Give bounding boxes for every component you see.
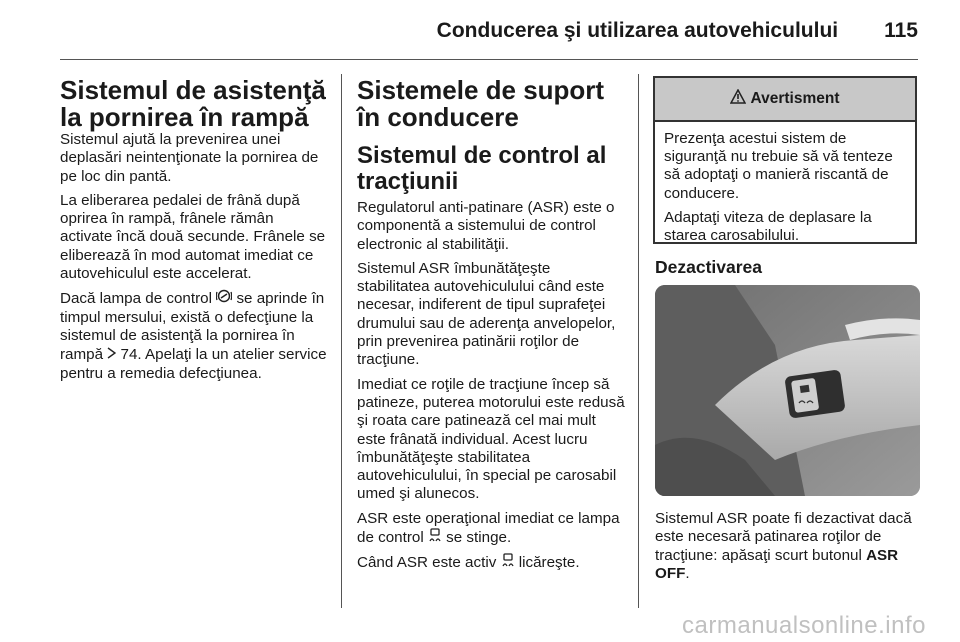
left-column: [60, 77, 330, 383]
traction-paragraph-2: Sistemul ASR îmbunătăţeşte stabilitatea autovehiculului când este necesar, indiferent de tipul suprafeţei drumului sau de aderenţa anvelopelor, prin prevenirea patinării roţilor de tracţiune.: [357, 259, 616, 369]
warning-triangle-icon: [730, 89, 746, 109]
warning-paragraph-2: Adaptaţi viteza de deplasare la starea carosabilului.: [664, 208, 872, 245]
traction-paragraph-5: Când ASR este activ licăreşte.: [357, 554, 580, 572]
header-rule: [60, 59, 918, 60]
hill-start-heading: Sistemul de asistenţă la pornirea în rampă: [60, 75, 326, 132]
middle-column: [357, 77, 627, 573]
hill-start-paragraph-1: Sistemul ajută la prevenirea unei deplasări neintenţionate la pornirea de pe loc din pantă.: [60, 131, 319, 185]
warning-paragraph-1: Prezenţa acestui sistem de siguranţă nu trebuie să vă tenteze să adoptaţi o manieră riscantă de conducere.: [664, 130, 893, 202]
page-header-title: Conducerea şi utilizarea autovehiculului: [436, 19, 839, 42]
hill-start-paragraph-3: Dacă lampa de control se aprinde în timpul mersului, există o defecţiune la sistemul de asistenţă la pornirea în rampă 74. Apelaţi la un atelier service pentru a remedia defecţiunea.: [60, 290, 327, 382]
traction-paragraph-3: Imediat ce roţile de tracţiune încep să patineze, puterea motorului este redusă şi roata care patinează cel mai mult este frânată individual. Acest lucru îmbunătăţeşte stabilitatea autovehiculului, în special pe carosabil umed şi alunecos.: [357, 375, 625, 503]
traction-control-lamp-icon: [501, 553, 515, 571]
asr-off-button-photo: [655, 285, 920, 496]
page-header: [60, 14, 918, 48]
hill-start-assist-lamp-icon: [216, 289, 232, 307]
deactivation-heading: Dezactivarea: [655, 257, 763, 277]
page-number: 115: [884, 19, 918, 42]
traction-paragraph-4: ASR este operaţional imediat ce lampa de control se stinge.: [357, 509, 620, 547]
asr-off-button-label: ASR OFF: [655, 546, 899, 582]
driver-assistance-heading: Sistemele de suport în conducere: [357, 75, 605, 132]
hill-start-paragraph-2: La eliberarea pedalei de frână după oprirea în rampă, frânele rămân activate încă două secunde. Frânele se eliberează în mod automat imediat ce autovehiculul este accelerat.: [60, 191, 326, 283]
deactivation-paragraph: Sistemul ASR poate fi dezactivat dacă este necesară patinarea roţilor de tracţiune: apăsaţi scurt butonul ASR OFF.: [655, 510, 912, 582]
watermark: carmanualsonline.info: [682, 612, 926, 639]
warning-box: [653, 76, 917, 244]
traction-paragraph-1: Regulatorul anti-patinare (ASR) este o componentă a sistemului de control electronic al stabilităţii.: [357, 199, 615, 253]
page-reference-arrow-icon: [107, 345, 116, 363]
traction-control-lamp-icon: [428, 528, 442, 546]
warning-header: [655, 78, 915, 122]
column-divider-left: [341, 74, 342, 608]
warning-title: Avertisment: [750, 90, 840, 107]
column-divider-right: [638, 74, 639, 608]
traction-control-heading: Sistemul de control al tracţiunii: [357, 142, 607, 195]
